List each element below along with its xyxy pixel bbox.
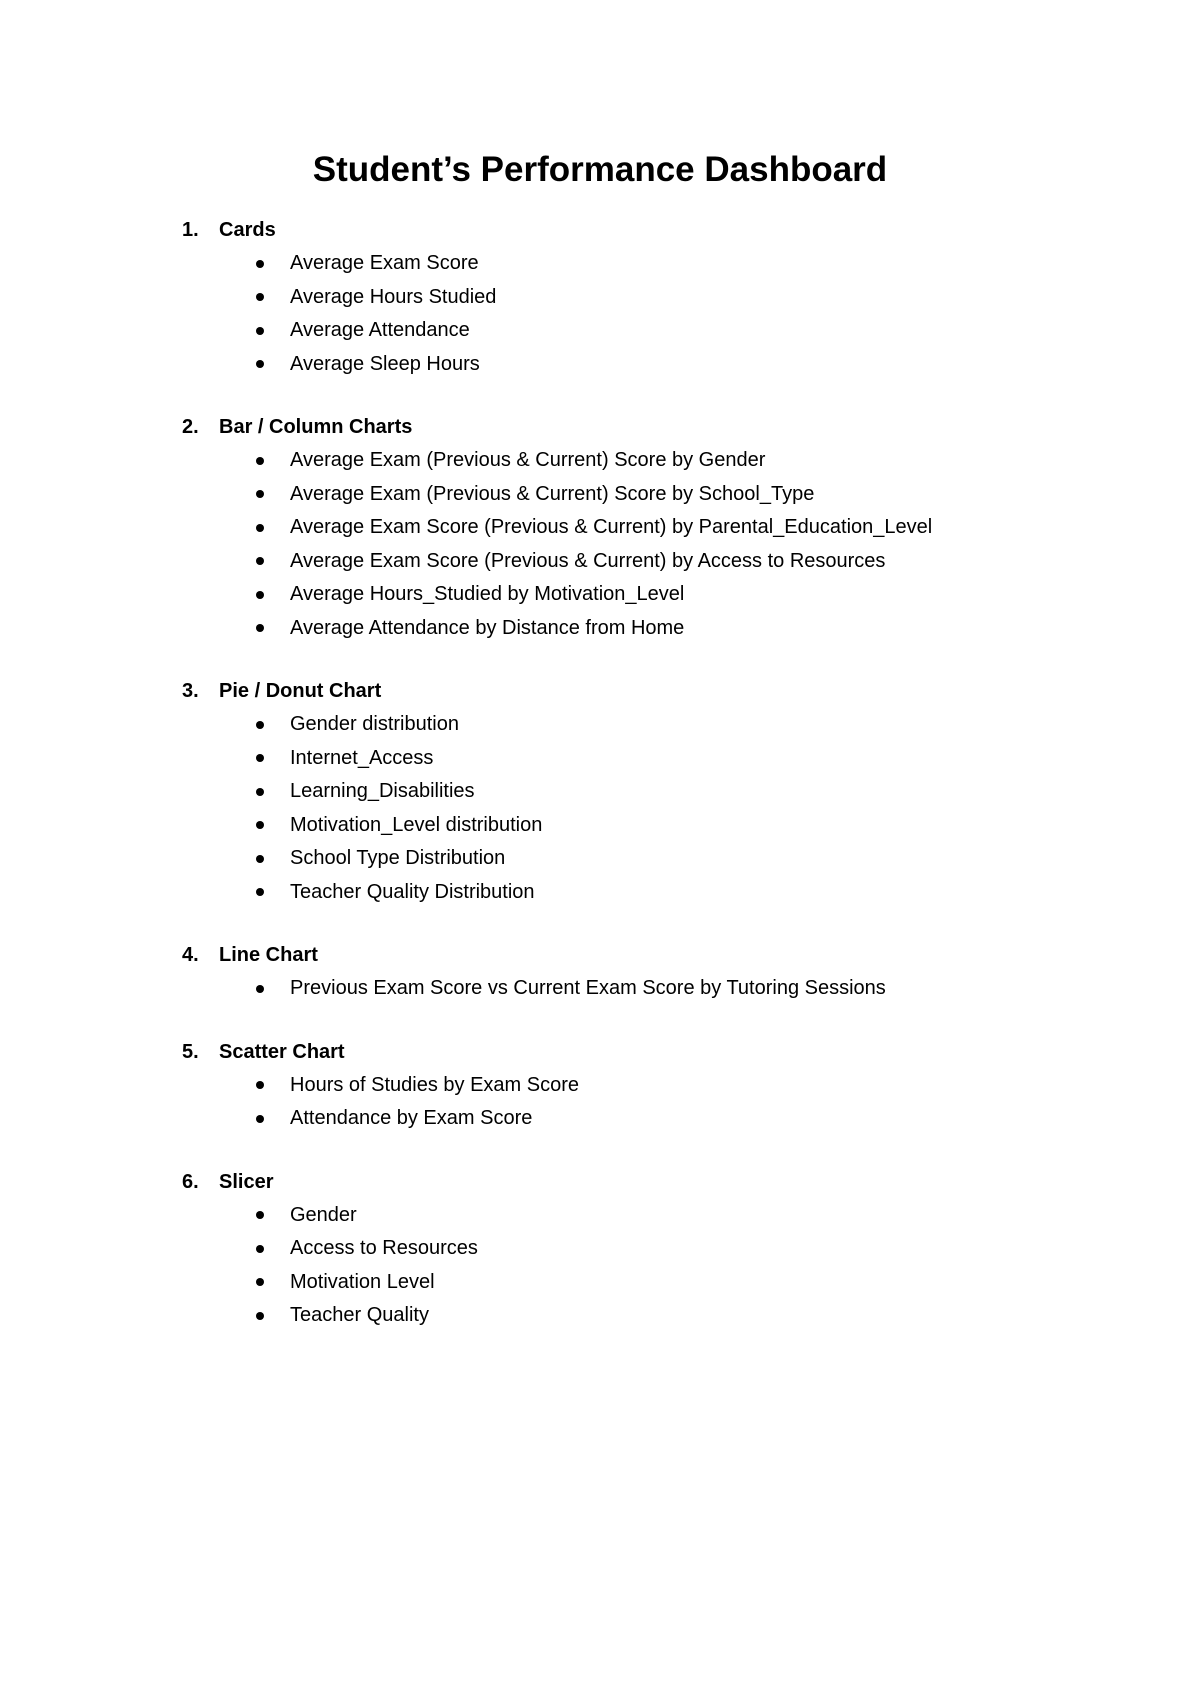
list-item-text: Average Exam Score — [290, 252, 479, 274]
bullet-icon — [256, 1278, 264, 1286]
document-title: Student’s Performance Dashboard — [312, 150, 888, 189]
list-item-text: Attendance by Exam Score — [290, 1107, 533, 1129]
section-title: Slicer — [219, 1170, 274, 1193]
bullet-list — [182, 1199, 932, 1333]
bullet-icon — [256, 360, 264, 368]
section — [182, 411, 932, 645]
section-heading — [182, 1166, 932, 1199]
section — [182, 1166, 932, 1333]
bullet-icon — [256, 557, 264, 565]
list-item-text: Gender — [290, 1203, 357, 1226]
list-item — [256, 742, 932, 776]
section — [182, 214, 932, 381]
list-item-text: Average Hours Studied — [290, 285, 497, 308]
list-item-text: Average Sleep Hours — [290, 352, 480, 375]
section-list — [182, 214, 932, 1363]
list-item-text: Average Hours_Studied by Motivation_Level — [290, 583, 685, 605]
section-heading — [182, 675, 932, 708]
list-item — [256, 1069, 932, 1103]
list-item — [256, 972, 932, 1006]
list-item — [256, 876, 932, 910]
section-title: Bar / Column Charts — [219, 416, 413, 438]
list-item — [256, 842, 932, 876]
bullet-icon — [256, 1312, 264, 1320]
bullet-list — [182, 247, 932, 381]
bullet-list — [182, 444, 932, 645]
list-item — [256, 1266, 932, 1300]
list-item-text: Gender distribution — [290, 713, 459, 735]
section-heading — [182, 939, 932, 972]
list-item-text: Average Attendance — [290, 319, 470, 341]
list-item-text: Learning_Disabilities — [290, 780, 475, 802]
section-title: Cards — [219, 219, 276, 241]
bullet-icon — [256, 721, 264, 729]
section-title: Pie / Donut Chart — [219, 680, 382, 702]
list-item — [256, 775, 932, 809]
section — [182, 675, 932, 909]
bullet-icon — [256, 524, 264, 532]
list-item-text: Hours of Studies by Exam Score — [290, 1073, 580, 1096]
bullet-list — [182, 1069, 932, 1136]
bullet-icon — [256, 327, 264, 335]
list-item-text: Motivation Level — [290, 1270, 435, 1293]
bullet-icon — [256, 260, 264, 268]
bullet-icon — [256, 624, 264, 632]
list-item-text: Average Exam (Previous & Current) Score by Gender — [290, 449, 766, 471]
list-item — [256, 1199, 932, 1233]
bullet-icon — [256, 1081, 264, 1089]
section-number: 5. — [182, 1040, 199, 1063]
bullet-icon — [256, 1115, 264, 1123]
list-item-text: Teacher Quality Distribution — [290, 880, 535, 903]
section-number: 4. — [182, 944, 199, 966]
bullet-icon — [256, 821, 264, 829]
section — [182, 939, 932, 1006]
list-item-text: Average Attendance by Distance from Home — [290, 616, 685, 639]
list-item-text: Average Exam (Previous & Current) Score by School_Type — [290, 482, 815, 505]
list-item — [256, 348, 932, 382]
bullet-icon — [256, 1245, 264, 1253]
list-item — [256, 444, 932, 478]
list-item-text: Average Exam Score (Previous & Current) by Parental_Education_Level — [290, 516, 933, 538]
bullet-icon — [256, 293, 264, 301]
bullet-list — [182, 972, 932, 1006]
section-number: 6. — [182, 1170, 199, 1193]
bullet-icon — [256, 754, 264, 762]
bullet-icon — [256, 855, 264, 863]
list-item — [256, 281, 932, 315]
list-item — [256, 578, 932, 612]
list-item — [256, 809, 932, 843]
list-item — [256, 1299, 932, 1333]
list-item-text: Motivation_Level distribution — [290, 813, 543, 836]
bullet-icon — [256, 457, 264, 465]
list-item-text: Internet_Access — [290, 746, 434, 769]
section — [182, 1036, 932, 1136]
list-item-text: Average Exam Score (Previous & Current) by Access to Resources — [290, 549, 886, 572]
bullet-icon — [256, 788, 264, 796]
list-item-text: Access to Resources — [290, 1237, 478, 1259]
list-item — [256, 314, 932, 348]
list-item — [256, 612, 932, 646]
bullet-icon — [256, 1211, 264, 1219]
list-item — [256, 478, 932, 512]
section-heading — [182, 1036, 932, 1069]
section-heading — [182, 214, 932, 247]
list-item-text: School Type Distribution — [290, 847, 506, 869]
list-item — [256, 708, 932, 742]
section-heading — [182, 411, 932, 444]
section-number: 1. — [182, 219, 199, 241]
bullet-icon — [256, 591, 264, 599]
list-item-text: Teacher Quality — [290, 1304, 429, 1326]
section-title: Line Chart — [219, 944, 318, 966]
bullet-icon — [256, 490, 264, 498]
bullet-icon — [256, 985, 264, 993]
section-number: 2. — [182, 416, 199, 438]
section-title: Scatter Chart — [219, 1040, 345, 1063]
bullet-icon — [256, 888, 264, 896]
list-item — [256, 511, 932, 545]
list-item — [256, 545, 932, 579]
list-item — [256, 1232, 932, 1266]
list-item-text: Previous Exam Score vs Current Exam Score by Tutoring Sessions — [290, 977, 886, 999]
list-item — [256, 1102, 932, 1136]
section-number: 3. — [182, 680, 199, 702]
bullet-list — [182, 708, 932, 909]
list-item — [256, 247, 932, 281]
